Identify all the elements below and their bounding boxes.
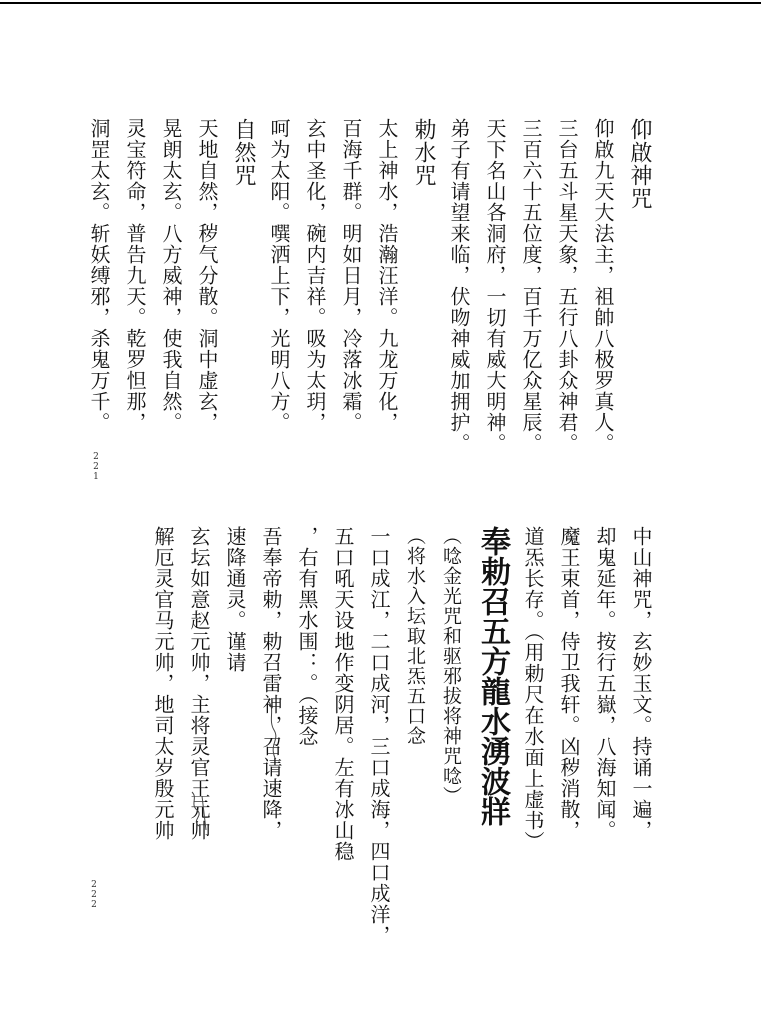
page-number-lower: 222 <box>89 880 99 910</box>
lower-column-13: 解厄灵官马元帅，地司太岁殷元帅 <box>151 526 175 841</box>
lower-column-4: 奉勅召五方龍水湧波牂 <box>475 526 510 826</box>
lower-column-12: 玄坛如意赵元帅，主将灵官王元帅 <box>187 526 211 841</box>
upper-column-6: 勅水咒 <box>411 118 436 187</box>
lower-column-3: 道炁长存。（用勅尺在水面上虚书） <box>521 526 545 852</box>
lower-column-1: 却鬼延年。按行五嶽，八海知闻。 <box>593 526 617 841</box>
upper-column-10: 呵为太阳。噀洒上下，光明八方。 <box>267 118 291 433</box>
upper-column-7: 太上神水，浩瀚汪洋。九龙万化， <box>375 118 399 433</box>
upper-column-8: 百海千群。明如日月，冷落冰霜。 <box>339 118 363 433</box>
handwritten-margin-note-2 <box>266 700 280 760</box>
upper-column-14: 灵宝符命，普告九天。乾罗怛那， <box>123 118 147 433</box>
upper-column-3: 三百六十五位度，百千万亿众星辰。 <box>519 118 543 454</box>
lower-column-6: （将水入坛取北炁五口念 <box>404 526 426 746</box>
top-border-line <box>0 2 761 4</box>
lower-column-10: 吾奉帝勅，勅召雷神，召请速降， <box>259 526 283 841</box>
lower-column-2: 魔王束首，侍卫我轩。凶秽消散， <box>557 526 581 841</box>
upper-column-12: 天地自然，秽气分散。洞中虚玄， <box>195 118 219 433</box>
lower-column-9: ，右有黑水围：。（接念 <box>295 526 319 747</box>
upper-column-5: 弟子有请望来临，伏吻神威加拥护。 <box>447 118 471 454</box>
upper-column-9: 玄中圣化，碗内吉祥。吸为太玥， <box>303 118 327 433</box>
upper-text-block <box>87 118 651 478</box>
upper-column-11: 自然咒 <box>231 118 256 187</box>
upper-column-15: 洞罡太玄。斩妖缚邪，杀鬼万千。 <box>87 118 111 433</box>
lower-column-0: 中山神咒，玄妙玉文。持诵一遍， <box>629 526 653 841</box>
upper-column-13: 晃朗太玄。八方威神，使我自然。 <box>159 118 183 433</box>
page-number-upper: 221 <box>91 452 101 482</box>
upper-column-2: 三台五斗星天象，五行八卦众神君。 <box>555 118 579 454</box>
lower-column-11: 速降通灵。谨请 <box>223 526 247 673</box>
lower-column-7: 一口成江，二口成河，三口成海，四口成洋， <box>367 526 391 946</box>
lower-column-5: （唸金光咒和驱邪拔将神咒唸） <box>440 526 462 806</box>
lower-text-block <box>151 526 653 946</box>
upper-column-0: 仰啟神咒 <box>627 118 652 210</box>
upper-column-4: 天下名山各洞府，一切有威大明神。 <box>483 118 507 454</box>
lower-column-8: 五口吼天设地作变阴居。左有冰山稳 <box>331 526 355 862</box>
upper-column-1: 仰啟九天大法主，祖帥八极罗真人。 <box>591 118 615 454</box>
handwritten-margin-note <box>188 790 210 834</box>
